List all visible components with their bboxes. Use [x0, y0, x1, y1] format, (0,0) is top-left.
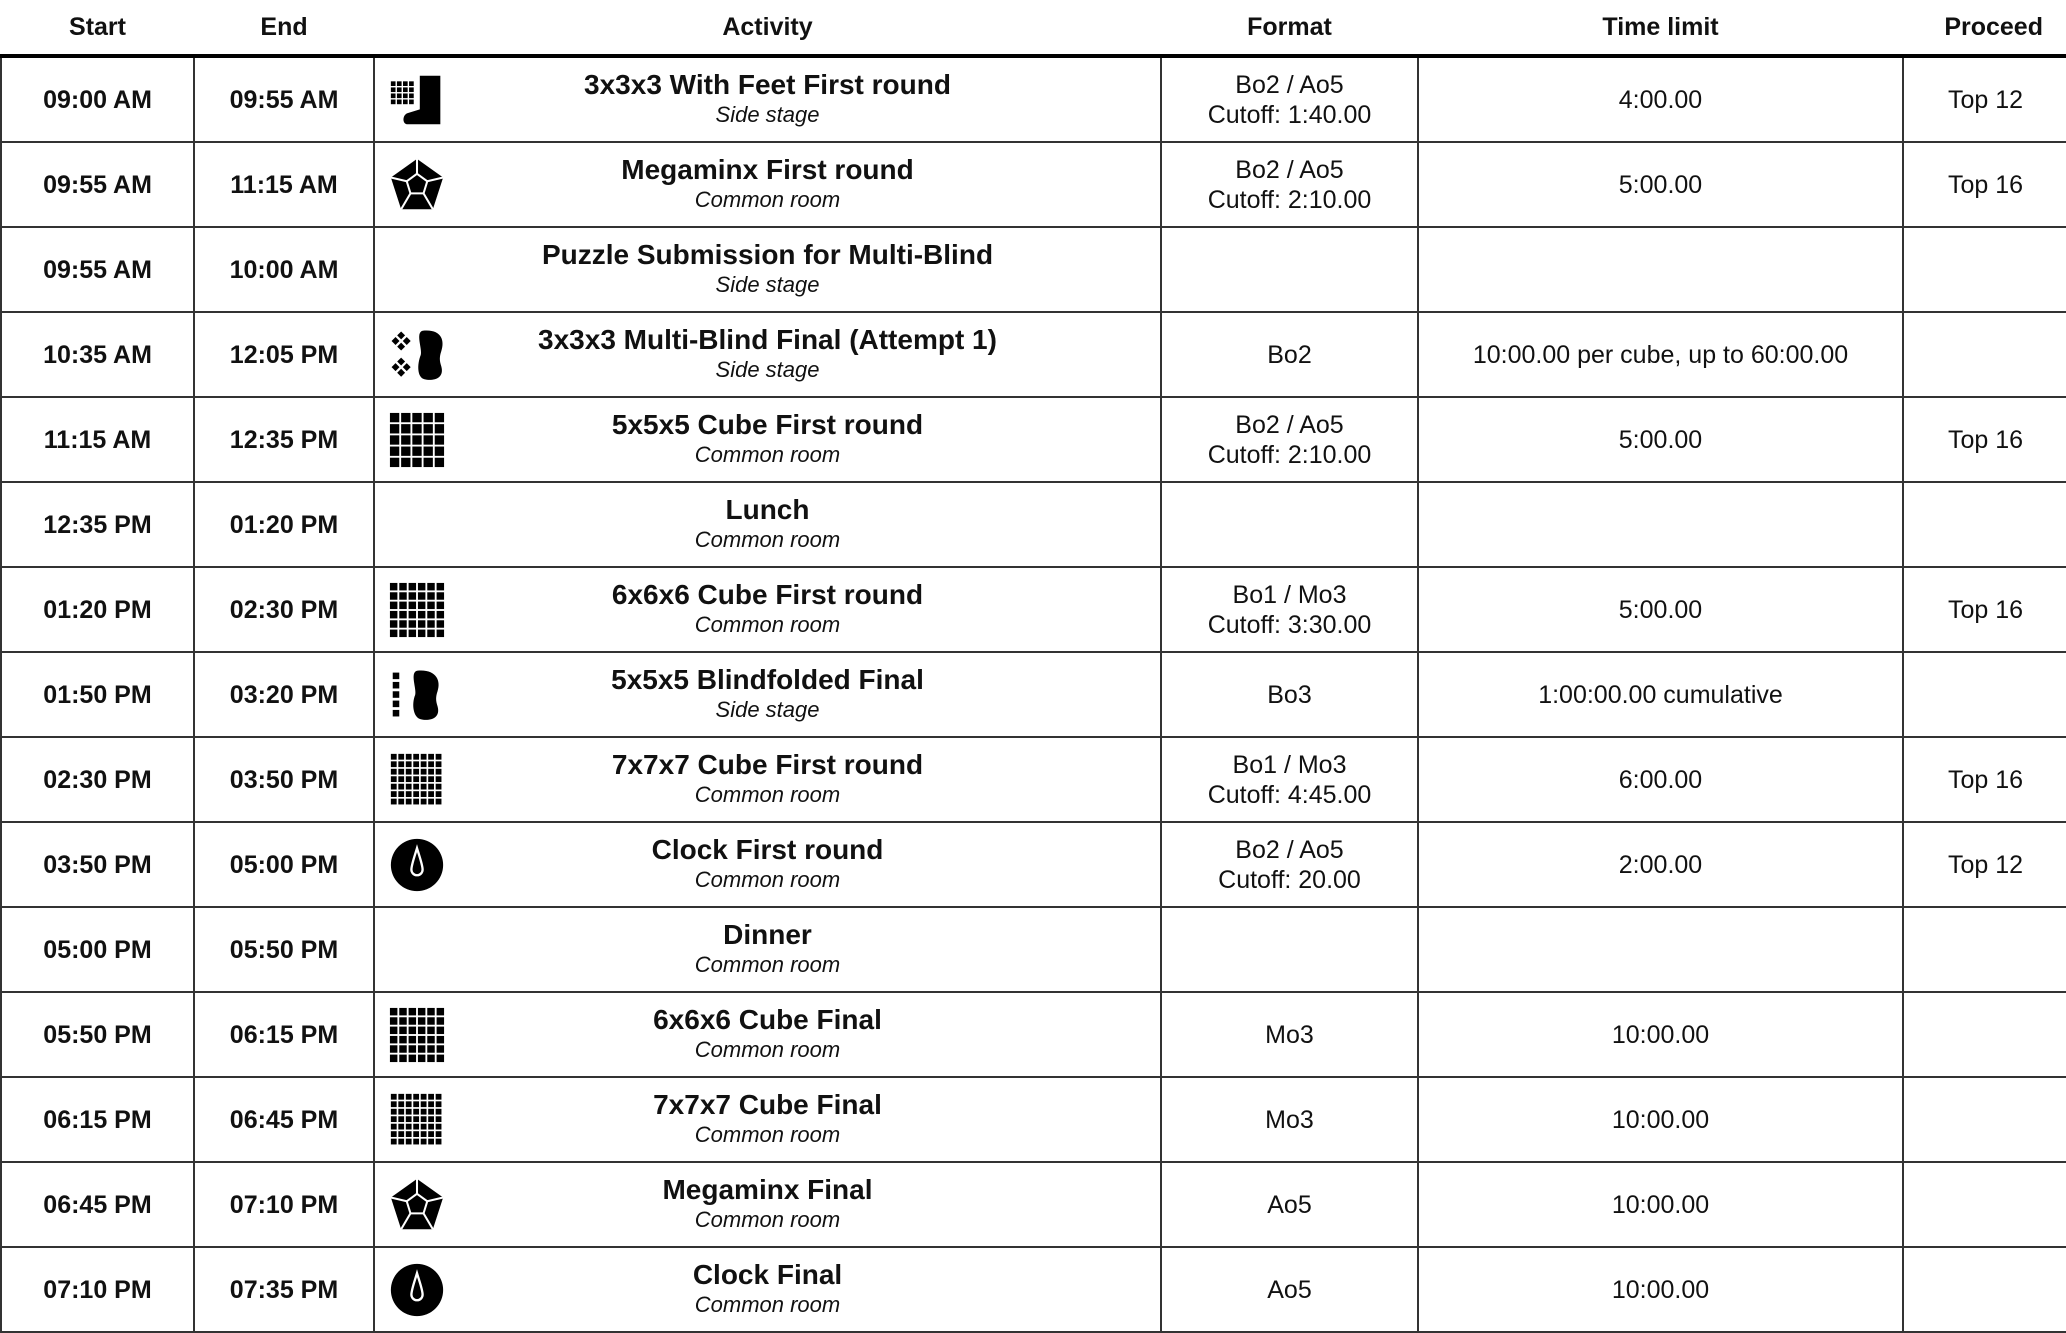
- time-limit-value: 10:00.00: [1611, 1020, 1710, 1049]
- time-limit-cell: [1418, 652, 1903, 737]
- activity-cell: [374, 397, 1161, 482]
- activity-room: Common room: [694, 1206, 841, 1232]
- format-cell: [1161, 312, 1418, 397]
- multiblind-icon: [389, 327, 445, 383]
- cutoff-value: Cutoff: 20.00: [1218, 865, 1361, 894]
- end-time: 12:35 PM: [194, 397, 374, 482]
- format-value: Mo3: [1265, 1020, 1314, 1049]
- cutoff-value: Cutoff: 3:30.00: [1207, 610, 1372, 639]
- format-cell: [1161, 737, 1418, 822]
- end-time: 09:55 AM: [194, 56, 374, 142]
- format-cell: [1161, 1077, 1418, 1162]
- format-cell: [1161, 822, 1418, 907]
- activity-cell: [374, 737, 1161, 822]
- activity-room: Common room: [694, 441, 841, 467]
- cube5-blind-icon: [389, 667, 445, 723]
- end-time: 07:10 PM: [194, 1162, 374, 1247]
- format-cell: [1161, 992, 1418, 1077]
- activity-name: 6x6x6 Cube Final: [653, 1003, 882, 1035]
- time-limit-value: 5:00.00: [1618, 595, 1703, 624]
- time-limit-cell: [1418, 397, 1903, 482]
- table-row: [1, 737, 2066, 822]
- activity-room: Common room: [694, 526, 841, 552]
- proceed-cell: [1903, 652, 2066, 737]
- proceed-cell: [1903, 907, 2066, 992]
- activity-cell: [374, 1247, 1161, 1332]
- activity-cell: [374, 482, 1161, 567]
- feet-icon: [389, 72, 445, 128]
- table-row: [1, 992, 2066, 1077]
- format-cell: [1161, 56, 1418, 142]
- activity-name: Clock First round: [651, 833, 884, 865]
- start-time: 12:35 PM: [1, 482, 194, 567]
- activity-cell: [374, 652, 1161, 737]
- proceed-cell: [1903, 992, 2066, 1077]
- cutoff-value: Cutoff: 4:45.00: [1207, 780, 1372, 809]
- time-limit-value: 2:00.00: [1618, 850, 1703, 879]
- header-row: [1, 0, 2066, 56]
- proceed-cell: [1903, 312, 2066, 397]
- time-limit-cell: [1418, 227, 1903, 312]
- time-limit-cell: [1418, 737, 1903, 822]
- cube7-icon: [389, 752, 445, 808]
- start-time: 03:50 PM: [1, 822, 194, 907]
- time-limit-value: 6:00.00: [1618, 765, 1703, 794]
- time-limit-value: 10:00.00: [1611, 1190, 1710, 1219]
- activity-name: Lunch: [725, 493, 810, 525]
- megaminx-icon: [389, 1177, 445, 1233]
- table-row: [1, 652, 2066, 737]
- format-value: Bo3: [1267, 680, 1312, 709]
- activity-room: Side stage: [715, 356, 820, 382]
- activity-cell: [374, 992, 1161, 1077]
- time-limit-cell: [1418, 1162, 1903, 1247]
- clock-icon: [389, 1262, 445, 1318]
- end-time: 06:45 PM: [194, 1077, 374, 1162]
- time-limit-cell: [1418, 822, 1903, 907]
- format-value: Mo3: [1265, 1105, 1314, 1134]
- activity-name: Puzzle Submission for Multi-Blind: [541, 238, 994, 270]
- proceed-cell: [1903, 567, 2066, 652]
- clock-icon: [389, 837, 445, 893]
- activity-room: Side stage: [715, 271, 820, 297]
- time-limit-value: 10:00.00: [1611, 1275, 1710, 1304]
- activity-room: Side stage: [715, 101, 820, 127]
- header-activity: Activity: [374, 0, 1161, 56]
- activity-room: Common room: [694, 1036, 841, 1062]
- end-time: 01:20 PM: [194, 482, 374, 567]
- activity-name: Megaminx First round: [621, 153, 914, 185]
- end-time: 10:00 AM: [194, 227, 374, 312]
- end-time: 05:00 PM: [194, 822, 374, 907]
- activity-name: 3x3x3 Multi-Blind Final (Attempt 1): [538, 323, 997, 355]
- format-cell: [1161, 397, 1418, 482]
- end-time: 02:30 PM: [194, 567, 374, 652]
- proceed-value: Top 16: [1947, 425, 2024, 454]
- format-cell: [1161, 567, 1418, 652]
- proceed-cell: [1903, 1162, 2066, 1247]
- time-limit-cell: [1418, 992, 1903, 1077]
- start-time: 09:00 AM: [1, 56, 194, 142]
- start-time: 09:55 AM: [1, 227, 194, 312]
- format-value: Bo2: [1267, 340, 1312, 369]
- header-format: Format: [1161, 0, 1418, 56]
- end-time: 06:15 PM: [194, 992, 374, 1077]
- activity-name: Dinner: [723, 918, 812, 950]
- format-cell: [1161, 652, 1418, 737]
- time-limit-cell: [1418, 907, 1903, 992]
- activity-room: Common room: [694, 781, 841, 807]
- header-end: End: [194, 0, 374, 56]
- activity-cell: [374, 907, 1161, 992]
- cube7-icon: [389, 1092, 445, 1148]
- time-limit-cell: [1418, 142, 1903, 227]
- start-time: 06:15 PM: [1, 1077, 194, 1162]
- proceed-cell: [1903, 822, 2066, 907]
- activity-name: 6x6x6 Cube First round: [611, 578, 924, 610]
- start-time: 01:20 PM: [1, 567, 194, 652]
- header-time-limit: Time limit: [1418, 0, 1903, 56]
- proceed-cell: [1903, 737, 2066, 822]
- activity-name: 5x5x5 Cube First round: [611, 408, 924, 440]
- proceed-cell: [1903, 56, 2066, 142]
- time-limit-cell: [1418, 482, 1903, 567]
- start-time: 09:55 AM: [1, 142, 194, 227]
- header-proceed: Proceed: [1903, 0, 2066, 56]
- end-time: 11:15 AM: [194, 142, 374, 227]
- end-time: 03:20 PM: [194, 652, 374, 737]
- activity-cell: [374, 567, 1161, 652]
- time-limit-cell: [1418, 1247, 1903, 1332]
- time-limit-value: 5:00.00: [1618, 425, 1703, 454]
- cube6-icon: [389, 1007, 445, 1063]
- activity-cell: [374, 142, 1161, 227]
- cutoff-value: Cutoff: 2:10.00: [1207, 440, 1372, 469]
- table-row: [1, 907, 2066, 992]
- activity-cell: [374, 1077, 1161, 1162]
- end-time: 12:05 PM: [194, 312, 374, 397]
- time-limit-value: 5:00.00: [1618, 170, 1703, 199]
- time-limit-cell: [1418, 1077, 1903, 1162]
- proceed-cell: [1903, 1077, 2066, 1162]
- format-value: Bo2 / Ao5: [1235, 155, 1344, 184]
- format-cell: [1161, 227, 1418, 312]
- activity-name: 7x7x7 Cube Final: [653, 1088, 882, 1120]
- activity-room: Common room: [694, 951, 841, 977]
- start-time: 02:30 PM: [1, 737, 194, 822]
- time-limit-value: 10:00.00 per cube, up to 60:00.00: [1472, 340, 1849, 369]
- end-time: 07:35 PM: [194, 1247, 374, 1332]
- table-row: [1, 397, 2066, 482]
- start-time: 11:15 AM: [1, 397, 194, 482]
- activity-room: Common room: [694, 866, 841, 892]
- proceed-value: Top 16: [1947, 170, 2024, 199]
- format-value: Ao5: [1267, 1190, 1312, 1219]
- activity-cell: [374, 227, 1161, 312]
- time-limit-value: 1:00:00.00 cumulative: [1538, 680, 1783, 709]
- activity-name: 7x7x7 Cube First round: [611, 748, 924, 780]
- activity-name: Clock Final: [692, 1258, 843, 1290]
- format-value: Ao5: [1267, 1275, 1312, 1304]
- table-row: [1, 56, 2066, 142]
- time-limit-cell: [1418, 567, 1903, 652]
- table-row: [1, 482, 2066, 567]
- format-cell: [1161, 482, 1418, 567]
- time-limit-cell: [1418, 312, 1903, 397]
- megaminx-icon: [389, 157, 445, 213]
- time-limit-value: 10:00.00: [1611, 1105, 1710, 1134]
- table-row: [1, 312, 2066, 397]
- activity-room: Side stage: [715, 696, 820, 722]
- time-limit-value: 4:00.00: [1618, 85, 1703, 114]
- proceed-cell: [1903, 482, 2066, 567]
- activity-room: Common room: [694, 1291, 841, 1317]
- format-cell: [1161, 1247, 1418, 1332]
- activity-name: 5x5x5 Blindfolded Final: [611, 663, 924, 695]
- format-cell: [1161, 1162, 1418, 1247]
- time-limit-cell: [1418, 56, 1903, 142]
- activity-cell: [374, 1162, 1161, 1247]
- activity-name: Megaminx Final: [662, 1173, 873, 1205]
- activity-room: Common room: [694, 1121, 841, 1147]
- activity-cell: [374, 822, 1161, 907]
- format-value: Bo2 / Ao5: [1235, 410, 1344, 439]
- cube5-icon: [389, 412, 445, 468]
- start-time: 07:10 PM: [1, 1247, 194, 1332]
- format-value: Bo1 / Mo3: [1232, 750, 1347, 779]
- table-row: [1, 1077, 2066, 1162]
- proceed-cell: [1903, 397, 2066, 482]
- table-row: [1, 227, 2066, 312]
- end-time: 05:50 PM: [194, 907, 374, 992]
- start-time: 10:35 AM: [1, 312, 194, 397]
- proceed-cell: [1903, 142, 2066, 227]
- proceed-cell: [1903, 227, 2066, 312]
- cube6-icon: [389, 582, 445, 638]
- start-time: 05:00 PM: [1, 907, 194, 992]
- format-value: Bo2 / Ao5: [1235, 70, 1344, 99]
- proceed-value: Top 12: [1947, 850, 2024, 879]
- format-cell: [1161, 907, 1418, 992]
- table-row: [1, 1247, 2066, 1332]
- proceed-cell: [1903, 1247, 2066, 1332]
- activity-cell: [374, 56, 1161, 142]
- proceed-value: Top 16: [1947, 765, 2024, 794]
- table-row: [1, 822, 2066, 907]
- end-time: 03:50 PM: [194, 737, 374, 822]
- activity-name: 3x3x3 With Feet First round: [584, 68, 951, 100]
- activity-room: Common room: [694, 611, 841, 637]
- activity-cell: [374, 312, 1161, 397]
- table-row: [1, 142, 2066, 227]
- format-value: Bo2 / Ao5: [1235, 835, 1344, 864]
- cutoff-value: Cutoff: 2:10.00: [1207, 185, 1372, 214]
- start-time: 05:50 PM: [1, 992, 194, 1077]
- start-time: 01:50 PM: [1, 652, 194, 737]
- proceed-value: Top 12: [1947, 85, 2024, 114]
- table-row: [1, 1162, 2066, 1247]
- format-value: Bo1 / Mo3: [1232, 580, 1347, 609]
- header-start: Start: [1, 0, 194, 56]
- format-cell: [1161, 142, 1418, 227]
- activity-room: Common room: [694, 186, 841, 212]
- start-time: 06:45 PM: [1, 1162, 194, 1247]
- cutoff-value: Cutoff: 1:40.00: [1207, 100, 1372, 129]
- proceed-value: Top 16: [1947, 595, 2024, 624]
- table-row: [1, 567, 2066, 652]
